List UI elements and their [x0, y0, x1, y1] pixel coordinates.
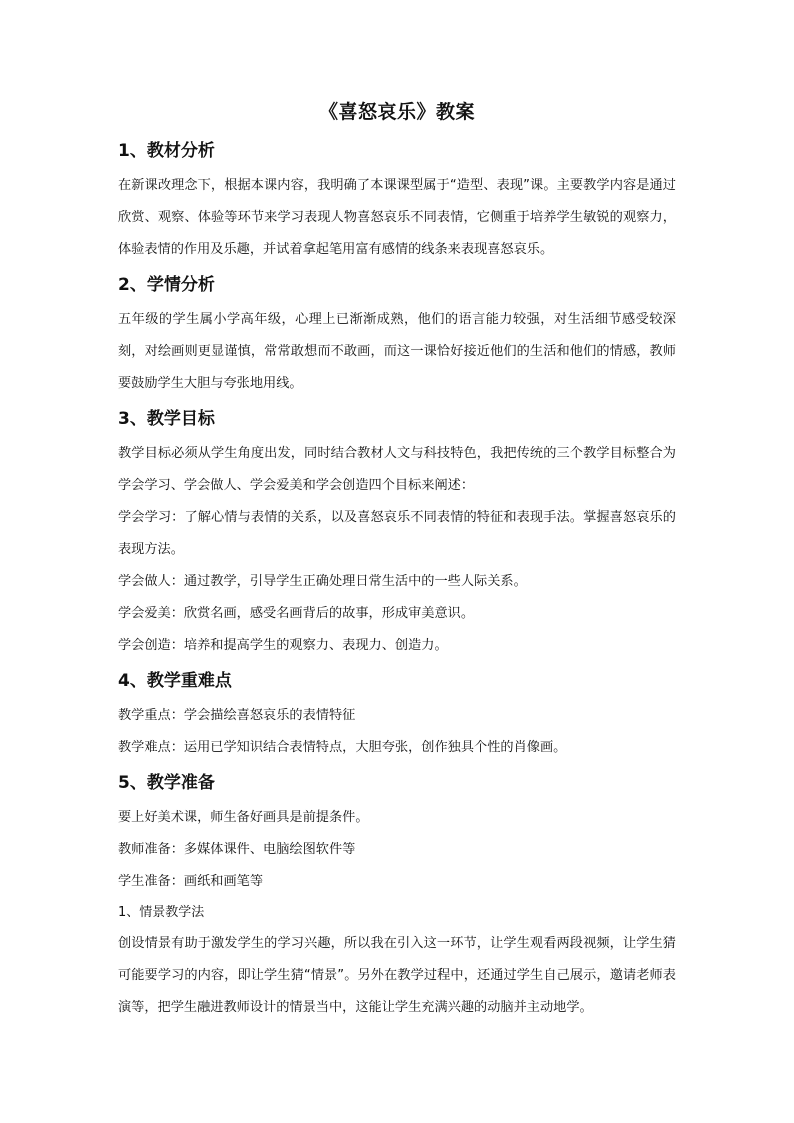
document-title: 《喜怒哀乐》教案 — [318, 101, 475, 123]
paragraph: 学会做人：通过教学，引导学生正确处理日常生活中的一些人际关系。 — [118, 574, 527, 589]
paragraph: 五年级的学生属小学高年级，心理上已渐渐成熟，他们的语言能力较强，对生活细节感受较深刻，对绘画则更显谨慎，常常敢想而不敢画，而这一课恰好接近他们的生活和他们的情感，教师要鼓励学生大胆与夸张地用线。 — [118, 312, 676, 391]
section-key-difficulties — [118, 668, 676, 764]
paragraph: 创设情景有助于激发学生的学习兴趣，所以我在引入这一环节，让学生观看两段视频，让学生猜可能要学习的内容，即让学生猜“情景”。另外在教学过程中，还通过学生自己展示，邀请老师表演等，把学生融进教师设计的情景当中，这能让学生充满兴趣的动脑并主动地学。 — [118, 936, 676, 1015]
section-heading: 3、教学目标 — [118, 409, 215, 429]
section-student-analysis — [118, 272, 676, 400]
section-heading: 2、学情分析 — [118, 275, 215, 295]
section-preparation — [118, 770, 676, 898]
method-subheading: 1、情景教学法 — [118, 905, 205, 920]
section-teaching-goals — [118, 406, 676, 662]
paragraph: 学生准备：画纸和画笔等 — [118, 874, 264, 889]
paragraph: 教学目标必须从学生角度出发，同时结合教材人文与科技特色，我把传统的三个教学目标整合为学会学习、学会做人、学会爱美和学会创造四个目标来阐述： — [118, 446, 676, 493]
paragraph: 教学难点：运用已学知识结合表情特点，大胆夸张，创作独具个性的肖像画。 — [118, 740, 567, 755]
document-page — [118, 98, 676, 1024]
paragraph: 要上好美术课，师生备好画具是前提条件。 — [118, 810, 369, 825]
paragraph: 教师准备：多媒体课件、电脑绘图软件等 — [118, 842, 356, 857]
paragraph: 学会爱美：欣赏名画，感受名画背后的故事，形成审美意识。 — [118, 606, 475, 621]
paragraph: 学会学习：了解心情与表情的关系，以及喜怒哀乐不同表情的特征和表现手法。掌握喜怒哀乐的表现方法。 — [118, 510, 676, 557]
section-textbook-analysis — [118, 138, 676, 266]
section-heading: 1、教材分析 — [118, 141, 215, 161]
paragraph: 在新课改理念下，根据本课内容，我明确了本课课型属于“造型、表现”课。主要教学内容是通过欣赏、观察、体验等环节来学习表现人物喜怒哀乐不同表情，它侧重于培养学生敏锐的观察力，体验表情的作用及乐趣，并试着拿起笔用富有感情的线条来表现喜怒哀乐。 — [118, 178, 676, 257]
section-teaching-method — [118, 898, 676, 1024]
paragraph: 学会创造：培养和提高学生的观察力、表现力、创造力。 — [118, 638, 448, 653]
section-heading: 5、教学准备 — [118, 773, 215, 793]
section-heading: 4、教学重难点 — [118, 671, 232, 691]
paragraph: 教学重点：学会描绘喜怒哀乐的表情特征 — [118, 708, 356, 723]
